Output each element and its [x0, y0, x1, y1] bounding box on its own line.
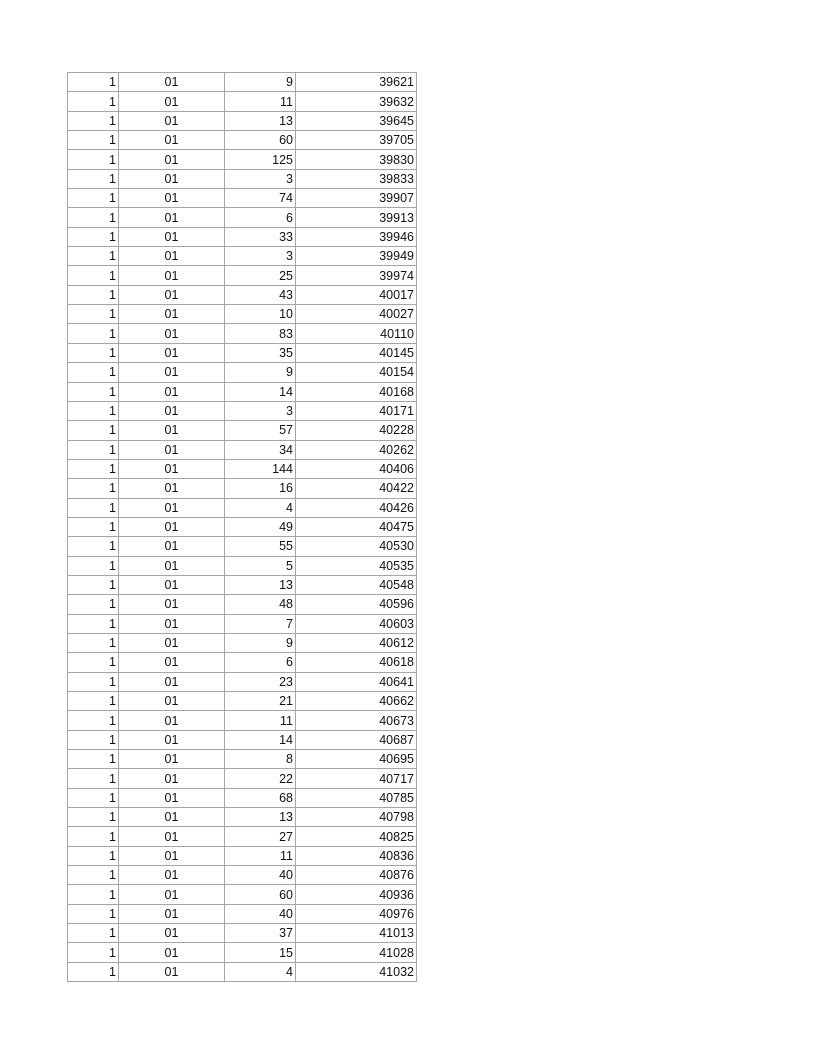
table-row [68, 885, 417, 904]
cell-col-d: 40976 [296, 904, 417, 923]
cell-col-c: 9 [225, 633, 296, 652]
table-row [68, 208, 417, 227]
cell-col-d: 40695 [296, 750, 417, 769]
cell-col-d: 40154 [296, 363, 417, 382]
cell-col-c: 48 [225, 595, 296, 614]
table-row [68, 247, 417, 266]
cell-col-b: 01 [119, 150, 225, 169]
cell-col-c: 16 [225, 479, 296, 498]
cell-col-c: 6 [225, 653, 296, 672]
cell-col-c: 9 [225, 363, 296, 382]
table-row [68, 827, 417, 846]
cell-col-b: 01 [119, 459, 225, 478]
cell-col-d: 40687 [296, 730, 417, 749]
table-row [68, 730, 417, 749]
table-row [68, 750, 417, 769]
cell-col-b: 01 [119, 227, 225, 246]
table-row [68, 595, 417, 614]
cell-col-b: 01 [119, 808, 225, 827]
cell-col-a: 1 [68, 943, 119, 962]
cell-col-c: 60 [225, 131, 296, 150]
cell-col-d: 40612 [296, 633, 417, 652]
cell-col-a: 1 [68, 537, 119, 556]
cell-col-a: 1 [68, 111, 119, 130]
cell-col-d: 39645 [296, 111, 417, 130]
cell-col-d: 39946 [296, 227, 417, 246]
table-row [68, 943, 417, 962]
cell-col-a: 1 [68, 227, 119, 246]
cell-col-a: 1 [68, 750, 119, 769]
cell-col-a: 1 [68, 614, 119, 633]
cell-col-d: 40825 [296, 827, 417, 846]
cell-col-a: 1 [68, 459, 119, 478]
cell-col-c: 83 [225, 324, 296, 343]
cell-col-b: 01 [119, 208, 225, 227]
data-table [67, 72, 417, 982]
table-row [68, 285, 417, 304]
cell-col-c: 14 [225, 382, 296, 401]
cell-col-a: 1 [68, 382, 119, 401]
cell-col-d: 40017 [296, 285, 417, 304]
cell-col-b: 01 [119, 517, 225, 536]
table-row [68, 711, 417, 730]
cell-col-d: 40596 [296, 595, 417, 614]
cell-col-b: 01 [119, 305, 225, 324]
cell-col-a: 1 [68, 885, 119, 904]
table-row [68, 111, 417, 130]
table-row [68, 305, 417, 324]
cell-col-d: 40426 [296, 498, 417, 517]
cell-col-d: 40027 [296, 305, 417, 324]
cell-col-d: 39833 [296, 169, 417, 188]
cell-col-d: 40785 [296, 788, 417, 807]
cell-col-c: 35 [225, 343, 296, 362]
cell-col-d: 40262 [296, 440, 417, 459]
cell-col-b: 01 [119, 846, 225, 865]
table-row [68, 440, 417, 459]
cell-col-b: 01 [119, 92, 225, 111]
cell-col-c: 11 [225, 846, 296, 865]
cell-col-a: 1 [68, 208, 119, 227]
table-row [68, 343, 417, 362]
cell-col-a: 1 [68, 343, 119, 362]
cell-col-a: 1 [68, 575, 119, 594]
cell-col-d: 40876 [296, 866, 417, 885]
table-row [68, 363, 417, 382]
cell-col-a: 1 [68, 131, 119, 150]
table-row [68, 479, 417, 498]
table-row [68, 401, 417, 420]
cell-col-d: 39705 [296, 131, 417, 150]
cell-col-b: 01 [119, 866, 225, 885]
cell-col-a: 1 [68, 440, 119, 459]
cell-col-d: 40836 [296, 846, 417, 865]
cell-col-c: 125 [225, 150, 296, 169]
table-row [68, 73, 417, 92]
cell-col-b: 01 [119, 498, 225, 517]
cell-col-a: 1 [68, 633, 119, 652]
table-row [68, 904, 417, 923]
table-row [68, 266, 417, 285]
cell-col-c: 21 [225, 692, 296, 711]
cell-col-a: 1 [68, 730, 119, 749]
cell-col-c: 49 [225, 517, 296, 536]
cell-col-c: 14 [225, 730, 296, 749]
cell-col-b: 01 [119, 633, 225, 652]
cell-col-b: 01 [119, 401, 225, 420]
table-row [68, 769, 417, 788]
cell-col-d: 40662 [296, 692, 417, 711]
cell-col-b: 01 [119, 653, 225, 672]
cell-col-d: 40618 [296, 653, 417, 672]
cell-col-c: 5 [225, 556, 296, 575]
cell-col-a: 1 [68, 92, 119, 111]
cell-col-d: 40406 [296, 459, 417, 478]
cell-col-d: 40228 [296, 421, 417, 440]
cell-col-a: 1 [68, 363, 119, 382]
table-row [68, 421, 417, 440]
cell-col-a: 1 [68, 827, 119, 846]
cell-col-d: 40171 [296, 401, 417, 420]
cell-col-d: 40548 [296, 575, 417, 594]
table-row [68, 92, 417, 111]
table-row [68, 575, 417, 594]
table-row [68, 846, 417, 865]
table-row [68, 517, 417, 536]
table-row [68, 692, 417, 711]
table-body [68, 73, 417, 982]
cell-col-b: 01 [119, 343, 225, 362]
table-row [68, 227, 417, 246]
cell-col-a: 1 [68, 150, 119, 169]
table-row [68, 382, 417, 401]
cell-col-c: 43 [225, 285, 296, 304]
cell-col-b: 01 [119, 924, 225, 943]
cell-col-c: 40 [225, 904, 296, 923]
table-row [68, 556, 417, 575]
cell-col-d: 40641 [296, 672, 417, 691]
cell-col-d: 41013 [296, 924, 417, 943]
cell-col-b: 01 [119, 111, 225, 130]
cell-col-a: 1 [68, 672, 119, 691]
cell-col-b: 01 [119, 324, 225, 343]
cell-col-b: 01 [119, 575, 225, 594]
cell-col-b: 01 [119, 247, 225, 266]
cell-col-a: 1 [68, 788, 119, 807]
table-row [68, 866, 417, 885]
table-row [68, 169, 417, 188]
cell-col-c: 3 [225, 401, 296, 420]
cell-col-b: 01 [119, 363, 225, 382]
cell-col-c: 13 [225, 808, 296, 827]
cell-col-c: 4 [225, 498, 296, 517]
cell-col-a: 1 [68, 479, 119, 498]
cell-col-d: 40936 [296, 885, 417, 904]
cell-col-a: 1 [68, 711, 119, 730]
cell-col-b: 01 [119, 189, 225, 208]
cell-col-b: 01 [119, 788, 225, 807]
cell-col-b: 01 [119, 73, 225, 92]
cell-col-b: 01 [119, 382, 225, 401]
cell-col-d: 40603 [296, 614, 417, 633]
cell-col-d: 40530 [296, 537, 417, 556]
cell-col-b: 01 [119, 169, 225, 188]
cell-col-b: 01 [119, 556, 225, 575]
cell-col-b: 01 [119, 285, 225, 304]
cell-col-c: 10 [225, 305, 296, 324]
table-row [68, 189, 417, 208]
cell-col-c: 34 [225, 440, 296, 459]
cell-col-b: 01 [119, 904, 225, 923]
cell-col-d: 41032 [296, 962, 417, 981]
cell-col-b: 01 [119, 769, 225, 788]
cell-col-d: 40422 [296, 479, 417, 498]
cell-col-c: 144 [225, 459, 296, 478]
cell-col-b: 01 [119, 885, 225, 904]
cell-col-a: 1 [68, 692, 119, 711]
cell-col-c: 3 [225, 247, 296, 266]
cell-col-d: 40673 [296, 711, 417, 730]
cell-col-d: 40717 [296, 769, 417, 788]
cell-col-d: 41028 [296, 943, 417, 962]
table-row [68, 808, 417, 827]
cell-col-c: 33 [225, 227, 296, 246]
cell-col-a: 1 [68, 189, 119, 208]
cell-col-a: 1 [68, 556, 119, 575]
cell-col-b: 01 [119, 131, 225, 150]
cell-col-c: 7 [225, 614, 296, 633]
cell-col-d: 39913 [296, 208, 417, 227]
cell-col-c: 55 [225, 537, 296, 556]
cell-col-b: 01 [119, 537, 225, 556]
cell-col-a: 1 [68, 421, 119, 440]
cell-col-b: 01 [119, 827, 225, 846]
cell-col-d: 40110 [296, 324, 417, 343]
cell-col-b: 01 [119, 692, 225, 711]
cell-col-a: 1 [68, 962, 119, 981]
cell-col-a: 1 [68, 266, 119, 285]
cell-col-a: 1 [68, 169, 119, 188]
cell-col-c: 8 [225, 750, 296, 769]
cell-col-b: 01 [119, 266, 225, 285]
cell-col-c: 22 [225, 769, 296, 788]
cell-col-a: 1 [68, 498, 119, 517]
cell-col-a: 1 [68, 324, 119, 343]
table-row [68, 150, 417, 169]
cell-col-c: 68 [225, 788, 296, 807]
table-row [68, 537, 417, 556]
cell-col-d: 39621 [296, 73, 417, 92]
table-row [68, 324, 417, 343]
cell-col-b: 01 [119, 962, 225, 981]
cell-col-c: 40 [225, 866, 296, 885]
cell-col-a: 1 [68, 73, 119, 92]
table-row [68, 498, 417, 517]
cell-col-a: 1 [68, 595, 119, 614]
cell-col-c: 4 [225, 962, 296, 981]
cell-col-d: 39949 [296, 247, 417, 266]
table-row [68, 131, 417, 150]
cell-col-b: 01 [119, 730, 225, 749]
cell-col-c: 57 [225, 421, 296, 440]
cell-col-a: 1 [68, 808, 119, 827]
cell-col-d: 39830 [296, 150, 417, 169]
cell-col-a: 1 [68, 904, 119, 923]
table-row [68, 672, 417, 691]
cell-col-b: 01 [119, 440, 225, 459]
cell-col-b: 01 [119, 595, 225, 614]
cell-col-d: 39974 [296, 266, 417, 285]
cell-col-a: 1 [68, 517, 119, 536]
cell-col-c: 11 [225, 92, 296, 111]
cell-col-b: 01 [119, 672, 225, 691]
cell-col-b: 01 [119, 943, 225, 962]
cell-col-c: 11 [225, 711, 296, 730]
cell-col-c: 13 [225, 111, 296, 130]
cell-col-d: 40535 [296, 556, 417, 575]
cell-col-c: 23 [225, 672, 296, 691]
cell-col-c: 25 [225, 266, 296, 285]
table-row [68, 653, 417, 672]
cell-col-c: 74 [225, 189, 296, 208]
cell-col-a: 1 [68, 285, 119, 304]
table-row [68, 459, 417, 478]
cell-col-a: 1 [68, 305, 119, 324]
cell-col-c: 60 [225, 885, 296, 904]
cell-col-a: 1 [68, 769, 119, 788]
cell-col-d: 40168 [296, 382, 417, 401]
cell-col-c: 13 [225, 575, 296, 594]
table-row [68, 962, 417, 981]
cell-col-a: 1 [68, 846, 119, 865]
table-row [68, 633, 417, 652]
cell-col-b: 01 [119, 750, 225, 769]
cell-col-a: 1 [68, 401, 119, 420]
table-row [68, 788, 417, 807]
cell-col-d: 40475 [296, 517, 417, 536]
cell-col-c: 6 [225, 208, 296, 227]
cell-col-c: 3 [225, 169, 296, 188]
cell-col-d: 39632 [296, 92, 417, 111]
cell-col-b: 01 [119, 614, 225, 633]
cell-col-a: 1 [68, 866, 119, 885]
cell-col-c: 9 [225, 73, 296, 92]
table-row [68, 924, 417, 943]
cell-col-b: 01 [119, 479, 225, 498]
cell-col-a: 1 [68, 924, 119, 943]
cell-col-b: 01 [119, 711, 225, 730]
cell-col-c: 15 [225, 943, 296, 962]
cell-col-c: 37 [225, 924, 296, 943]
cell-col-b: 01 [119, 421, 225, 440]
table-row [68, 614, 417, 633]
cell-col-a: 1 [68, 653, 119, 672]
cell-col-a: 1 [68, 247, 119, 266]
cell-col-d: 40798 [296, 808, 417, 827]
cell-col-d: 40145 [296, 343, 417, 362]
cell-col-d: 39907 [296, 189, 417, 208]
cell-col-c: 27 [225, 827, 296, 846]
